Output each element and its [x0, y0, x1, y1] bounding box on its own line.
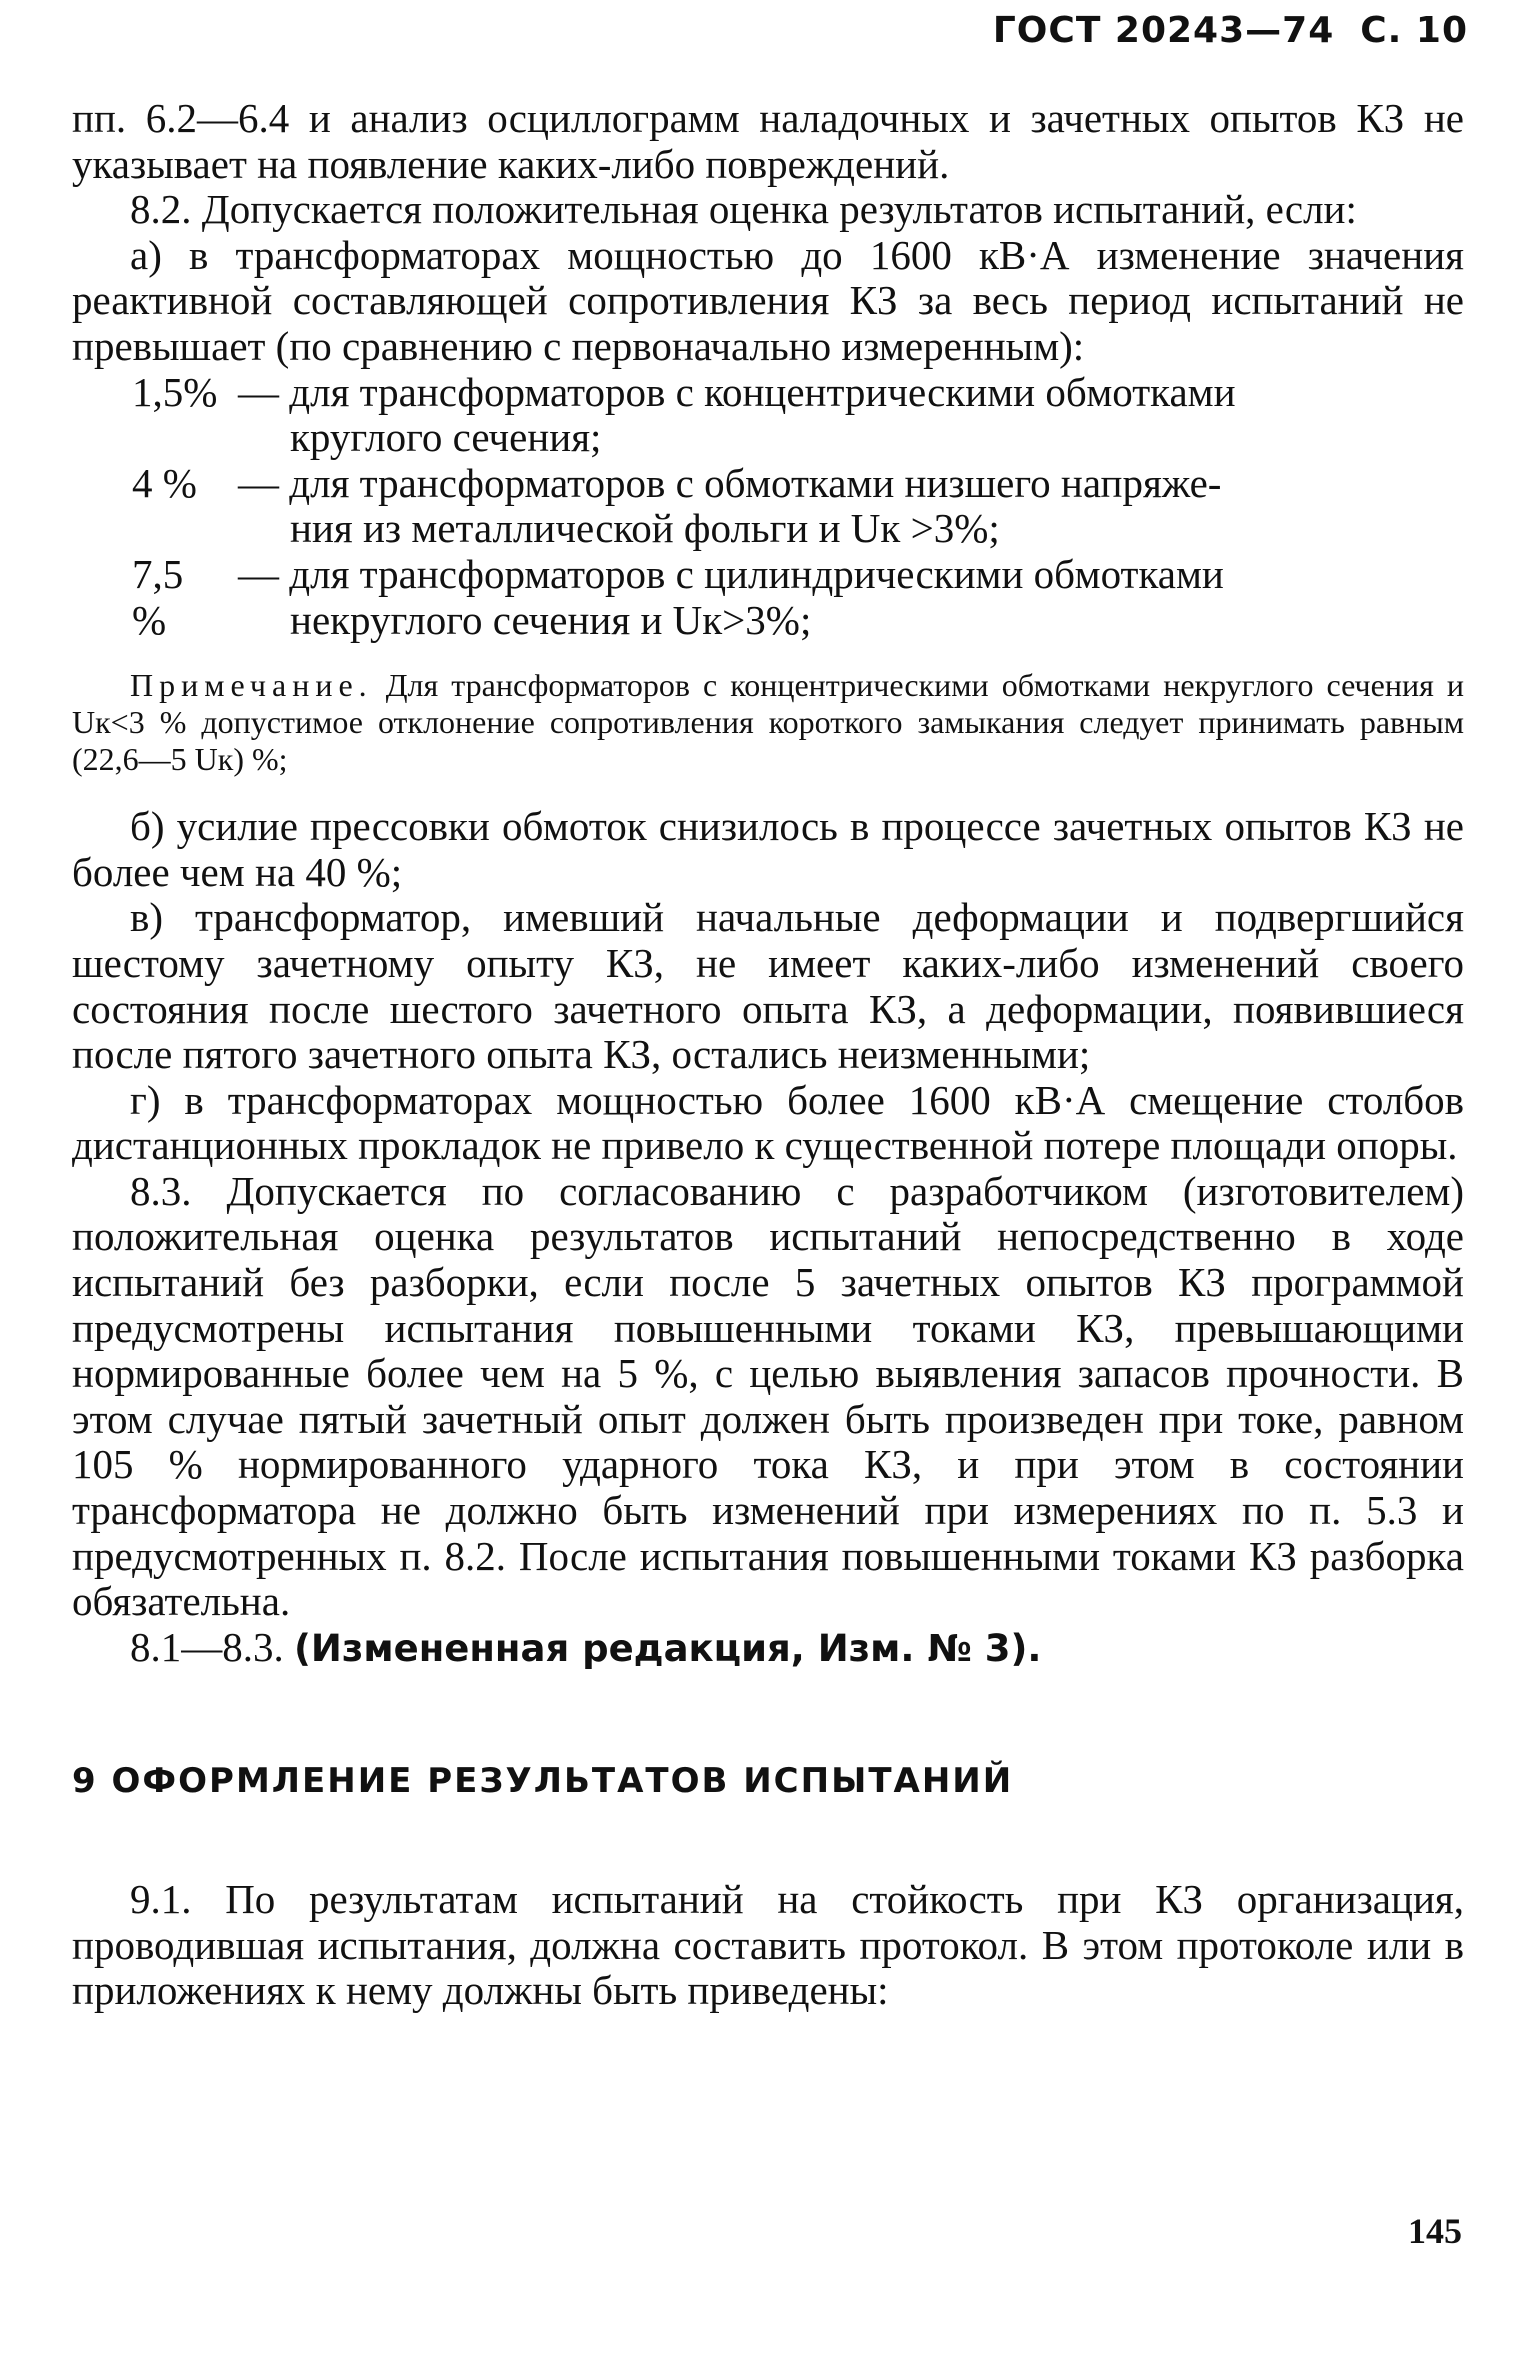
page-number: 145 — [1408, 2211, 1462, 2251]
item-v: в) трансформатор, имевший начальные деформации и подвергшийся шестому зачетному опыту КЗ, не имеет каких-либо изменений своего состояния после шестого зачетного опыта КЗ, а деформации, появившиеся после пятого зачетного опыта КЗ, остались неизменными; — [72, 894, 1464, 1078]
tolerance-description: — для трансформаторов с обмотками низшего напряже- ния из металлической фольги и Uк >3%; — [238, 459, 1222, 552]
section-title: 9 ОФОРМЛЕНИЕ РЕЗУЛЬТАТОВ ИСПЫТАНИЙ — [72, 1761, 1014, 1802]
note-label: Примечание. — [130, 667, 373, 704]
standard-number: ГОСТ 20243—74 — [992, 10, 1335, 51]
item-g: г) в трансформаторах мощностью более 1600 кВ·А смещение столбов дистанционных прокладок не привело к существенной потере площади опоры. — [72, 1076, 1464, 1169]
clause-9-1: 9.1. По результатам испытаний на стойкость при КЗ организация, проводившая испытания, должна составить протокол. В этом протоколе или в приложениях к нему должны быть приведены: — [72, 1876, 1464, 2014]
tolerance-value: 7,5 % — [132, 550, 184, 643]
clause-8-2: 8.2. Допускается положительная оценка результатов испытаний, если: — [130, 186, 1357, 233]
item-b: б) усилие прессовки обмоток снизилось в процессе зачетных опытов КЗ не более чем на 40 %; — [72, 803, 1464, 895]
clause-8-3: 8.3. Допускается по согласованию с разработчиком (изготовителем) положительная оценка результатов испытаний непосредственно в ходе испытаний без разборки, если после 5 зачетных опытов КЗ программой предусмотрены испытания повышенными токами КЗ, превышающими нормированные более чем на 5 %, с целью выявления запасов прочности. В этом случае пятый зачетный опыт должен быть произведен при токе, равном 105 % нормированного ударного тока КЗ, и при этом в состоянии трансформатора не должно быть изменений при измерениях по п. 5.3 и предусмотренных п. 8.2. После испытания повышенными токами КЗ разборка обязательна. — [72, 1167, 1464, 1625]
note — [72, 667, 1464, 778]
tolerance-value: 4 % — [132, 459, 197, 506]
body-text — [72, 96, 1464, 2014]
tolerance-row-2 — [72, 461, 1464, 552]
amendment-ref: 8.1—8.3. — [130, 1623, 284, 1670]
amendment-text: (Измененная редакция, Изм. № 3). — [294, 1626, 1042, 1670]
tolerance-description: — для трансформаторов с цилиндрическими обмотками некруглого сечения и Uк>3%; — [238, 550, 1224, 643]
tolerance-row-1 — [72, 370, 1464, 461]
tolerance-description: — для трансформаторов с концентрическими обмотками круглого сечения; — [238, 368, 1236, 461]
tolerance-value: 1,5% — [132, 368, 218, 415]
tolerance-row-3 — [72, 552, 1464, 643]
paragraph-continuation: пп. 6.2—6.4 и анализ осциллограмм наладочных и зачетных опытов КЗ не указывает на появление каких-либо повреждений. — [72, 95, 1464, 187]
item-a: а) в трансформаторах мощностью до 1600 кВ·А изменение значения реактивной составляющей сопротивления КЗ за весь период испытаний не превышает (по сравнению с первоначально измеренным): — [72, 231, 1464, 369]
page-header — [993, 10, 1468, 51]
amendment-note — [72, 1625, 1464, 1672]
page-marker: С. 10 — [1360, 10, 1468, 51]
note-text: Для трансформаторов с концентрическими обмотками некруглого сечения и Uк<3 % допустимое отклонение сопротивления короткого замыкания следует принимать равным (22,6—5 Uк) %; — [72, 667, 1465, 778]
